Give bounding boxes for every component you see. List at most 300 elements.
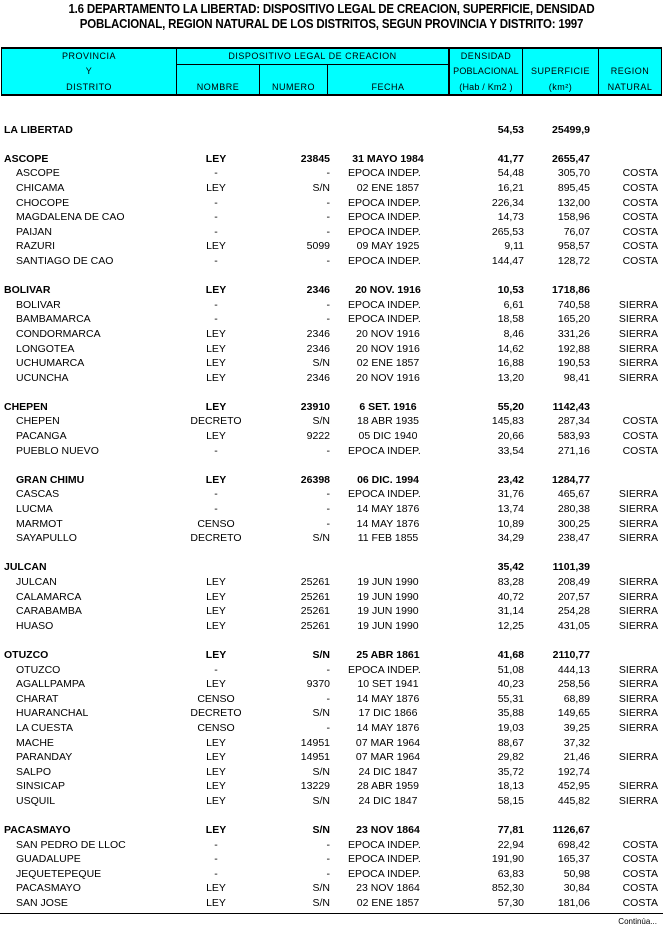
cell-numero: - bbox=[326, 225, 330, 238]
cell-superficie: 698,42 bbox=[557, 838, 590, 851]
cell-distrito: SALPO bbox=[16, 765, 52, 778]
cell-nombre: - bbox=[214, 488, 218, 501]
cell-densidad: 83,28 bbox=[497, 576, 524, 588]
cell-superficie: 280,38 bbox=[557, 503, 590, 516]
cell-distrito: CARABAMBA bbox=[16, 605, 82, 618]
cell-numero: 25261 bbox=[300, 605, 330, 618]
cell-numero: 23910 bbox=[300, 400, 330, 413]
header-y: Y bbox=[85, 66, 93, 76]
cell-region: SIERRA bbox=[618, 590, 658, 603]
cell-fecha: EPOCA INDEP. bbox=[348, 254, 421, 267]
cell-fecha: EPOCA INDEP. bbox=[348, 313, 421, 326]
cell-fecha: 20 NOV. 1916 bbox=[355, 284, 421, 297]
cell-region: SIERRA bbox=[618, 663, 658, 676]
cell-region: SIERRA bbox=[618, 780, 658, 793]
cell-densidad: 144,47 bbox=[491, 254, 524, 267]
cell-nombre: - bbox=[214, 211, 218, 224]
cell-region: SIERRA bbox=[618, 327, 658, 340]
cell-nombre: LEY bbox=[206, 605, 226, 618]
cell-densidad: 9,11 bbox=[504, 240, 524, 253]
cell-region: SIERRA bbox=[618, 532, 658, 545]
cell-numero: - bbox=[326, 853, 330, 866]
cell-superficie: 2655,47 bbox=[552, 152, 590, 165]
cell-distrito: RAZURI bbox=[16, 240, 56, 253]
cell-numero: S/N bbox=[312, 765, 330, 778]
cell-distrito: AGALLPAMPA bbox=[16, 678, 86, 691]
cell-numero: - bbox=[326, 663, 330, 676]
cell-region: SIERRA bbox=[618, 488, 658, 501]
cell-distrito: CASCAS bbox=[16, 488, 60, 501]
cell-nombre: CENSO bbox=[197, 692, 235, 705]
province-row bbox=[0, 152, 663, 167]
cell-densidad: 35,88 bbox=[497, 707, 524, 720]
cell-nombre: LEY bbox=[206, 371, 226, 384]
cell-region: COSTA bbox=[622, 415, 658, 428]
district-row bbox=[0, 312, 663, 327]
cell-distrito: PAIJAN bbox=[16, 225, 52, 238]
cell-fecha: 14 MAY 1876 bbox=[356, 517, 420, 530]
cell-numero: S/N bbox=[312, 415, 330, 428]
cell-densidad: 55,31 bbox=[497, 692, 524, 705]
cell-superficie: 1718,86 bbox=[552, 284, 590, 297]
header-superficie-2: (km²) bbox=[548, 82, 573, 92]
cell-numero: 9370 bbox=[306, 678, 330, 691]
cell-fecha: 14 MAY 1876 bbox=[356, 503, 420, 516]
cell-fecha: EPOCA INDEP. bbox=[348, 838, 421, 851]
cell-nombre: - bbox=[214, 298, 218, 311]
district-row bbox=[0, 502, 663, 517]
header-region-1: REGION bbox=[610, 66, 650, 76]
cell-nombre: LEY bbox=[206, 327, 226, 340]
cell-fecha: 6 SET. 1916 bbox=[359, 400, 417, 413]
cell-region: SIERRA bbox=[618, 357, 658, 370]
cell-fecha: 19 JUN 1990 bbox=[357, 590, 419, 603]
cell-fecha: 07 MAR 1964 bbox=[355, 751, 421, 764]
cell-nombre: - bbox=[214, 838, 218, 851]
cell-numero: 25261 bbox=[300, 590, 330, 603]
spacer-row bbox=[0, 385, 663, 400]
district-row bbox=[0, 414, 663, 429]
cell-fecha: 24 DIC 1847 bbox=[358, 794, 418, 807]
cell-densidad: 12,25 bbox=[497, 619, 524, 632]
cell-region: SIERRA bbox=[618, 707, 658, 720]
cell-distrito: CHARAT bbox=[16, 692, 59, 705]
district-row bbox=[0, 210, 663, 225]
cell-numero: 2346 bbox=[306, 371, 330, 384]
cell-fecha: 02 ENE 1857 bbox=[356, 357, 420, 370]
cell-fecha: 20 NOV 1916 bbox=[356, 327, 420, 340]
cell-region: COSTA bbox=[622, 838, 658, 851]
cell-fecha: EPOCA INDEP. bbox=[348, 663, 421, 676]
cell-distrito: MACHE bbox=[16, 736, 54, 749]
bottom-rule bbox=[0, 913, 663, 914]
cell-distrito: SINSICAP bbox=[16, 780, 66, 793]
cell-nombre: - bbox=[214, 867, 218, 880]
cell-superficie: 165,20 bbox=[557, 313, 590, 326]
cell-numero: 25261 bbox=[300, 619, 330, 632]
table-header bbox=[1, 47, 662, 96]
district-row bbox=[0, 487, 663, 502]
cell-fecha: EPOCA INDEP. bbox=[348, 298, 421, 311]
cell-distrito: PACASMAYO bbox=[4, 824, 71, 837]
cell-distrito: SAN PEDRO DE LLOC bbox=[16, 838, 126, 851]
cell-numero: 13229 bbox=[300, 780, 330, 793]
cell-fecha: 19 JUN 1990 bbox=[357, 605, 419, 618]
header-nombre: NOMBRE bbox=[196, 82, 240, 92]
header-superficie-1: SUPERFICIE bbox=[530, 66, 590, 76]
cell-nombre: LEY bbox=[205, 648, 227, 661]
cell-numero: 9222 bbox=[306, 430, 330, 443]
cell-numero: - bbox=[326, 488, 330, 501]
cell-densidad: 14,62 bbox=[497, 342, 524, 355]
cell-superficie: 68,89 bbox=[563, 692, 590, 705]
cell-region: COSTA bbox=[622, 196, 658, 209]
cell-densidad: 55,20 bbox=[497, 400, 524, 413]
province-row bbox=[0, 473, 663, 488]
cell-distrito: SANTIAGO DE CAO bbox=[16, 254, 114, 267]
cell-distrito: CHOCOPE bbox=[16, 196, 70, 209]
district-row bbox=[0, 677, 663, 692]
cell-nombre: LEY bbox=[206, 619, 226, 632]
cell-numero: S/N bbox=[312, 824, 330, 837]
title-line-1: 1.6 DEPARTAMENTO LA LIBERTAD: DISPOSITIVO LEGAL DE CREACION, SUPERFICIE, DENSIDAD bbox=[68, 2, 595, 16]
cell-numero: - bbox=[326, 167, 330, 180]
cell-fecha: EPOCA INDEP. bbox=[348, 853, 421, 866]
cell-numero: 14951 bbox=[300, 751, 330, 764]
cell-fecha: 19 JUN 1990 bbox=[357, 576, 419, 588]
cell-densidad: 14,73 bbox=[497, 211, 524, 224]
cell-superficie: 271,16 bbox=[557, 444, 590, 457]
cell-nombre: LEY bbox=[206, 794, 226, 807]
district-row bbox=[0, 444, 663, 459]
cell-region: SIERRA bbox=[618, 371, 658, 384]
cell-densidad: 34,29 bbox=[497, 532, 524, 545]
cell-numero: - bbox=[326, 196, 330, 209]
cell-densidad: 265,53 bbox=[491, 225, 524, 238]
cell-numero: S/N bbox=[312, 707, 330, 720]
cell-densidad: 29,82 bbox=[497, 751, 524, 764]
cell-superficie: 50,98 bbox=[563, 867, 590, 880]
cell-numero: - bbox=[326, 298, 330, 311]
cell-distrito: PACANGA bbox=[16, 430, 67, 443]
cell-fecha: EPOCA INDEP. bbox=[348, 211, 421, 224]
cell-fecha: 18 ABR 1935 bbox=[357, 415, 419, 428]
cell-densidad: 13,20 bbox=[497, 371, 524, 384]
cell-nombre: - bbox=[214, 167, 218, 180]
cell-nombre: - bbox=[214, 254, 218, 267]
cell-densidad: 18,13 bbox=[497, 780, 524, 793]
cell-densidad: 35,42 bbox=[497, 561, 524, 574]
cell-distrito: JULCAN bbox=[16, 576, 57, 588]
cell-superficie: 445,82 bbox=[557, 794, 590, 807]
cell-region: COSTA bbox=[622, 430, 658, 443]
cell-fecha: 23 NOV 1864 bbox=[356, 824, 420, 837]
cell-region: COSTA bbox=[622, 882, 658, 895]
cell-densidad: 8,46 bbox=[503, 327, 524, 340]
cell-superficie: 258,56 bbox=[557, 678, 590, 691]
district-row bbox=[0, 166, 663, 181]
cell-densidad: 6,61 bbox=[503, 298, 524, 311]
cell-region: SIERRA bbox=[618, 576, 658, 588]
cell-numero: 26398 bbox=[300, 473, 330, 486]
cell-superficie: 132,00 bbox=[557, 196, 590, 209]
cell-densidad: 35,72 bbox=[497, 765, 524, 778]
cell-superficie: 583,93 bbox=[557, 430, 590, 443]
district-row bbox=[0, 371, 663, 386]
cell-distrito: BOLIVAR bbox=[4, 284, 51, 297]
cell-numero: - bbox=[326, 503, 330, 516]
district-row bbox=[0, 254, 663, 269]
cell-numero: S/N bbox=[312, 357, 330, 370]
cell-densidad: 63,83 bbox=[497, 867, 524, 880]
cell-numero: - bbox=[326, 313, 330, 326]
cell-fecha: 14 MAY 1876 bbox=[356, 692, 420, 705]
district-row bbox=[0, 298, 663, 313]
cell-nombre: DECRETO bbox=[190, 707, 242, 720]
cell-superficie: 190,53 bbox=[557, 357, 590, 370]
cell-superficie: 2110,77 bbox=[552, 648, 590, 661]
cell-nombre: LEY bbox=[206, 882, 226, 895]
district-row bbox=[0, 867, 663, 882]
cell-superficie: 98,41 bbox=[563, 371, 590, 384]
cell-numero: - bbox=[326, 517, 330, 530]
spacer-row bbox=[0, 137, 663, 152]
cell-fecha: 10 SET 1941 bbox=[357, 678, 419, 691]
cell-distrito: SAYAPULLO bbox=[16, 532, 77, 545]
cell-fecha: 25 ABR 1861 bbox=[356, 648, 420, 661]
cell-fecha: 02 ENE 1857 bbox=[356, 181, 420, 194]
cell-fecha: 02 ENE 1857 bbox=[356, 897, 420, 910]
cell-region: COSTA bbox=[622, 444, 658, 457]
cell-numero: S/N bbox=[312, 648, 330, 661]
cell-numero: - bbox=[326, 721, 330, 734]
district-row bbox=[0, 881, 663, 896]
cell-nombre: - bbox=[214, 663, 218, 676]
spacer-row bbox=[0, 809, 663, 824]
cell-distrito: PARANDAY bbox=[16, 751, 73, 764]
cell-distrito: CHEPEN bbox=[4, 400, 48, 413]
spacer-row bbox=[0, 633, 663, 648]
cell-distrito: HUARANCHAL bbox=[16, 707, 89, 720]
cell-region: COSTA bbox=[622, 867, 658, 880]
cell-region: SIERRA bbox=[618, 692, 658, 705]
cell-region: SIERRA bbox=[618, 313, 658, 326]
district-row bbox=[0, 750, 663, 765]
cell-nombre: LEY bbox=[206, 678, 226, 691]
cell-densidad: 16,88 bbox=[497, 357, 524, 370]
district-row bbox=[0, 517, 663, 532]
cell-fecha: 11 FEB 1855 bbox=[357, 532, 419, 545]
cell-nombre: LEY bbox=[205, 824, 227, 837]
cell-superficie: 181,06 bbox=[557, 897, 590, 910]
district-row bbox=[0, 779, 663, 794]
province-row bbox=[0, 648, 663, 663]
cell-distrito: PUEBLO NUEVO bbox=[16, 444, 99, 457]
cell-superficie: 331,26 bbox=[557, 327, 590, 340]
cell-nombre: LEY bbox=[205, 152, 227, 165]
table-title bbox=[27, 2, 637, 32]
province-row bbox=[0, 400, 663, 415]
cell-fecha: EPOCA INDEP. bbox=[348, 225, 421, 238]
district-row bbox=[0, 794, 663, 809]
cell-densidad: 40,72 bbox=[497, 590, 524, 603]
cell-densidad: 10,53 bbox=[497, 284, 524, 297]
cell-densidad: 31,14 bbox=[497, 605, 524, 618]
province-row bbox=[0, 560, 663, 575]
cell-nombre: CENSO bbox=[197, 721, 235, 734]
cell-nombre: LEY bbox=[206, 897, 226, 910]
cell-superficie: 208,49 bbox=[557, 576, 590, 588]
cell-superficie: 21,46 bbox=[563, 751, 590, 764]
cell-numero: 2346 bbox=[306, 342, 330, 355]
district-row bbox=[0, 181, 663, 196]
cell-fecha: 20 NOV 1916 bbox=[356, 371, 420, 384]
cell-densidad: 226,34 bbox=[491, 196, 524, 209]
cell-superficie: 238,47 bbox=[557, 532, 590, 545]
header-provincia: PROVINCIA bbox=[61, 51, 116, 61]
cell-fecha: 07 MAR 1964 bbox=[355, 736, 421, 749]
cell-region: COSTA bbox=[622, 254, 658, 267]
cell-distrito: MAGDALENA DE CAO bbox=[16, 211, 125, 224]
cell-distrito: OTUZCO bbox=[16, 663, 61, 676]
department-row bbox=[0, 123, 663, 138]
cell-nombre: LEY bbox=[206, 780, 226, 793]
cell-superficie: 192,88 bbox=[557, 342, 590, 355]
cell-numero: 14951 bbox=[300, 736, 330, 749]
cell-densidad: 13,74 bbox=[497, 503, 524, 516]
cell-superficie: 254,28 bbox=[557, 605, 590, 618]
district-row bbox=[0, 604, 663, 619]
header-fecha: FECHA bbox=[371, 82, 405, 92]
cell-densidad: 41,77 bbox=[497, 152, 524, 165]
cell-fecha: 17 DIC 1866 bbox=[358, 707, 418, 720]
cell-distrito: LA CUESTA bbox=[16, 721, 73, 734]
cell-region: COSTA bbox=[622, 897, 658, 910]
cell-distrito: LA LIBERTAD bbox=[4, 123, 73, 136]
cell-nombre: - bbox=[214, 503, 218, 516]
cell-nombre: LEY bbox=[206, 576, 226, 588]
cell-superficie: 39,25 bbox=[563, 721, 590, 734]
cell-distrito: CONDORMARCA bbox=[16, 327, 101, 340]
cell-numero: 25261 bbox=[300, 576, 330, 588]
cell-distrito: BAMBAMARCA bbox=[16, 313, 91, 326]
cell-distrito: CALAMARCA bbox=[16, 590, 82, 603]
cell-densidad: 20,66 bbox=[497, 430, 524, 443]
cell-densidad: 23,42 bbox=[497, 473, 524, 486]
cell-distrito: JEQUETEPEQUE bbox=[16, 867, 102, 880]
cell-region: SIERRA bbox=[618, 678, 658, 691]
cell-densidad: 57,30 bbox=[497, 897, 524, 910]
cell-numero: - bbox=[326, 692, 330, 705]
cell-densidad: 31,76 bbox=[497, 488, 524, 501]
cell-superficie: 740,58 bbox=[557, 298, 590, 311]
header-densidad-3: (Hab / Km2 ) bbox=[459, 82, 513, 92]
cell-superficie: 444,13 bbox=[557, 663, 590, 676]
cell-densidad: 191,90 bbox=[491, 853, 524, 866]
district-row bbox=[0, 765, 663, 780]
cell-fecha: 05 DIC 1940 bbox=[358, 430, 418, 443]
spacer-row bbox=[0, 458, 663, 473]
cell-distrito: CHEPEN bbox=[16, 415, 60, 428]
spacer-row bbox=[0, 108, 663, 123]
cell-nombre: LEY bbox=[206, 430, 226, 443]
cell-distrito: OTUZCO bbox=[4, 648, 49, 661]
cell-densidad: 16,21 bbox=[497, 181, 524, 194]
cell-superficie: 1101,39 bbox=[552, 561, 590, 574]
header-divider bbox=[176, 64, 448, 65]
cell-superficie: 431,05 bbox=[557, 619, 590, 632]
cell-numero: - bbox=[326, 254, 330, 267]
cell-densidad: 88,67 bbox=[497, 736, 524, 749]
cell-densidad: 18,58 bbox=[497, 313, 524, 326]
cell-densidad: 33,54 bbox=[497, 444, 524, 457]
cell-distrito: HUASO bbox=[16, 619, 54, 632]
cell-distrito: USQUIL bbox=[16, 794, 56, 807]
title-line-2: POBLACIONAL, REGION NATURAL DE LOS DISTRITOS, SEGUN PROVINCIA Y DISTRITO: 1997 bbox=[79, 17, 584, 31]
cell-nombre: DECRETO bbox=[190, 532, 242, 545]
cell-superficie: 287,34 bbox=[557, 415, 590, 428]
cell-numero: 2346 bbox=[306, 284, 330, 297]
cell-nombre: - bbox=[214, 196, 218, 209]
cell-numero: - bbox=[326, 211, 330, 224]
cell-region: SIERRA bbox=[618, 503, 658, 516]
cell-nombre: - bbox=[214, 853, 218, 866]
cell-superficie: 1142,43 bbox=[552, 400, 590, 413]
cell-densidad: 40,23 bbox=[497, 678, 524, 691]
cell-numero: - bbox=[326, 838, 330, 851]
district-row bbox=[0, 590, 663, 605]
cell-superficie: 895,45 bbox=[557, 181, 590, 194]
district-row bbox=[0, 736, 663, 751]
cell-densidad: 19,03 bbox=[497, 721, 524, 734]
cell-superficie: 165,37 bbox=[557, 853, 590, 866]
cell-nombre: LEY bbox=[205, 284, 227, 297]
cell-superficie: 1126,67 bbox=[552, 824, 590, 837]
cell-region: SIERRA bbox=[618, 298, 658, 311]
cell-superficie: 958,57 bbox=[557, 240, 590, 253]
cell-superficie: 305,70 bbox=[557, 167, 590, 180]
header-densidad-1: DENSIDAD bbox=[460, 51, 512, 61]
cell-numero: 23845 bbox=[300, 152, 330, 165]
district-row bbox=[0, 692, 663, 707]
cell-distrito: UCUNCHA bbox=[16, 371, 69, 384]
cell-fecha: 09 MAY 1925 bbox=[356, 240, 420, 253]
cell-fecha: EPOCA INDEP. bbox=[348, 867, 421, 880]
cell-region: COSTA bbox=[622, 211, 658, 224]
cell-distrito: BOLIVAR bbox=[16, 298, 61, 311]
header-region-2: NATURAL bbox=[607, 82, 653, 92]
district-row bbox=[0, 225, 663, 240]
cell-region: SIERRA bbox=[618, 794, 658, 807]
cell-fecha: EPOCA INDEP. bbox=[348, 488, 421, 501]
cell-nombre: LEY bbox=[206, 240, 226, 253]
cell-region: SIERRA bbox=[618, 721, 658, 734]
cell-densidad: 54,53 bbox=[497, 123, 524, 136]
cell-fecha: 31 MAYO 1984 bbox=[352, 152, 424, 165]
district-row bbox=[0, 356, 663, 371]
cell-superficie: 30,84 bbox=[563, 882, 590, 895]
cell-densidad: 41,68 bbox=[497, 648, 524, 661]
cell-distrito: CHICAMA bbox=[16, 181, 65, 194]
district-row bbox=[0, 852, 663, 867]
cell-distrito: SAN JOSE bbox=[16, 897, 68, 910]
cell-fecha: EPOCA INDEP. bbox=[348, 196, 421, 209]
header-numero: NUMERO bbox=[272, 82, 315, 92]
cell-superficie: 149,65 bbox=[557, 707, 590, 720]
cell-nombre: - bbox=[214, 225, 218, 238]
cell-numero: - bbox=[326, 444, 330, 457]
cell-numero: S/N bbox=[312, 794, 330, 807]
